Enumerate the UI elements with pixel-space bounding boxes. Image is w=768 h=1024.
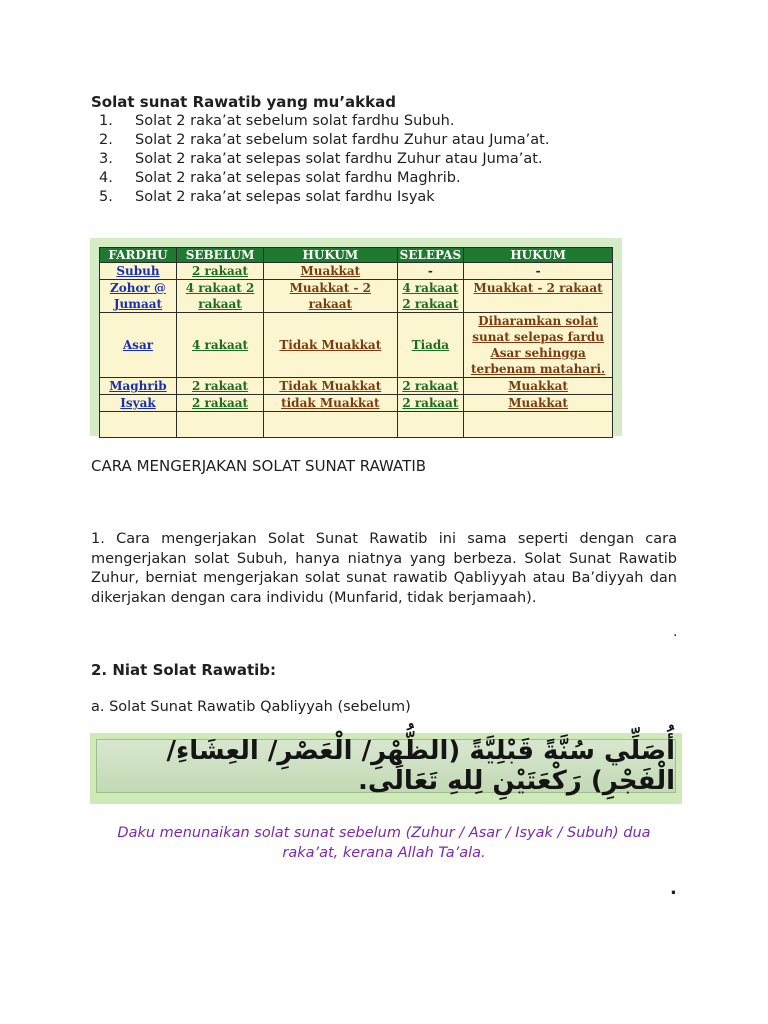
table-row: Maghrib 2 rakaat Tidak Muakkat 2 rakaat Muakkat: [100, 378, 613, 395]
rawatib-table: [99, 247, 613, 438]
paragraph: 1. Cara mengerjakan Solat Sunat Rawatib ini sama seperti dengan cara mengerjakan solat Subuh, hanya niatnya yang berbeza. Solat Sunat Rawatib Zuhur, berniat mengerjakan solat sunat rawatib Qabliyyah atau Ba’diyyah dan dikerjakan dengan cara individu (Munfarid, tidak berjamaah).: [91, 531, 677, 606]
col-header: SELEPAS: [397, 248, 464, 263]
col-header: FARDHU: [100, 248, 177, 263]
table-row: Asar 4 rakaat Tidak Muakkat Tiada Diharamkan solat sunat selepas fardu Asar sehingga terbenam matahari.: [100, 313, 613, 378]
table-row: Subuh 2 rakaat Muakkat - -: [100, 263, 613, 280]
list-item: 3. Solat 2 raka’at selepas solat fardhu Zuhur atau Juma’at.: [99, 151, 543, 167]
section-heading: CARA MENGERJAKAN SOLAT SUNAT RAWATIB: [91, 457, 427, 475]
arabic-niat-banner: [90, 733, 682, 804]
rawatib-table-image: [90, 238, 622, 436]
section-title: Solat sunat Rawatib yang mu’akkad: [91, 93, 396, 111]
niat-heading: 2. Niat Solat Rawatib:: [91, 661, 277, 679]
arabic-niat-text: أُصَلِّي سُنَّةً قَبْلِيَّةً (الظُّهْرِ/ الْعَصْرِ/ العِشَاءِ/ الْفَجْرِ) رَكْعَتَيْنِ لِلهِ تَعَالَى.: [96, 739, 676, 793]
stray-dot: .: [670, 878, 677, 899]
list-item: 5. Solat 2 raka’at selepas solat fardhu Isyak: [99, 189, 435, 205]
table-header-row: [100, 248, 613, 263]
col-header: SEBELUM: [176, 248, 263, 263]
rawatib-list: [91, 113, 651, 208]
list-item: 2. Solat 2 raka’at sebelum solat fardhu Zuhur atau Juma’at.: [99, 132, 550, 148]
table-row: Zohor @ Jumaat 4 rakaat 2 rakaat Muakkat - 2 rakaat 4 rakaat 2 rakaat Muakkat - 2 rakaat: [100, 280, 613, 313]
stray-dot: .: [673, 624, 678, 640]
table-row: [100, 412, 613, 438]
list-item: 1. Solat 2 raka’at sebelum solat fardhu Subuh.: [99, 113, 455, 129]
col-header: HUKUM: [264, 248, 397, 263]
table-row: Isyak 2 rakaat tidak Muakkat 2 rakaat Muakkat: [100, 395, 613, 412]
niat-translation: Daku menunaikan solat sunat sebelum (Zuhur / Asar / Isyak / Subuh) dua raka’at, kerana Allah Ta’ala.: [117, 825, 651, 861]
sub-heading: a. Solat Sunat Rawatib Qabliyyah (sebelum): [91, 699, 411, 715]
list-item: 4. Solat 2 raka’at selepas solat fardhu Maghrib.: [99, 170, 461, 186]
col-header: HUKUM: [464, 248, 613, 263]
